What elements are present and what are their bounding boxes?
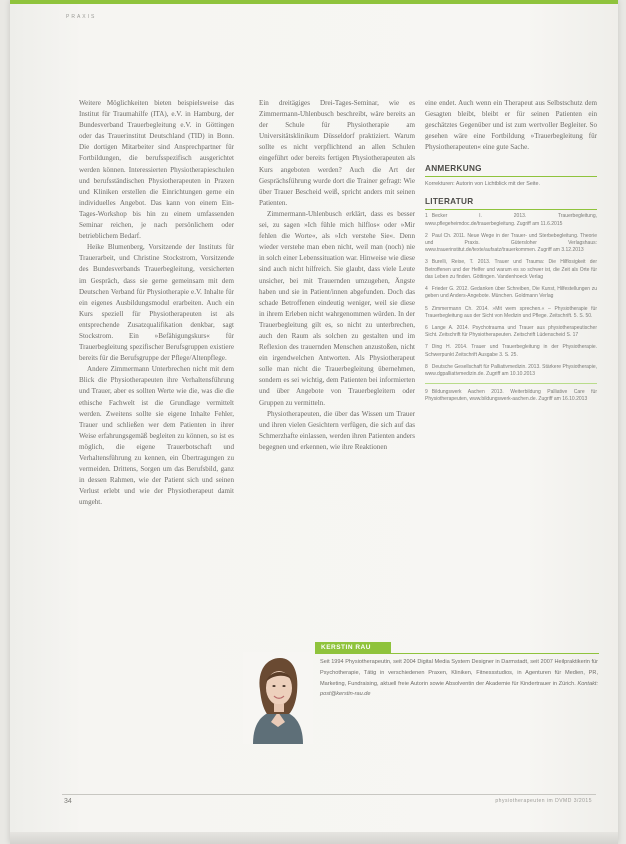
literatur-section <box>425 196 597 403</box>
reference-list <box>425 213 597 403</box>
reference-number: 8 <box>425 363 428 370</box>
paragraph: eine endet. Auch wenn ein Therapeut aus Selbstschutz dem Gesagten bleibt, bleibt er für seinen Patienten ein geschätztes Gegenüber und ist zum wertvoller Begleiter. So gesehen wäre eine Fortbildung »Trauerbegleitung für Physiotherapeuten« eine gute Sache. <box>425 99 597 152</box>
reference-number: 6 <box>425 324 428 331</box>
reference-item <box>425 389 597 403</box>
author-portrait <box>243 652 313 744</box>
page-footer <box>62 794 596 807</box>
bio-contact: Kontakt: post@kerstin-rau.de <box>320 680 598 698</box>
reference-text: Frieder G. 2012. Gedanken über Schreiben, Die Kunst, Hilfestellungen zu geben und Anders-Angebote. München. Goldmann Verlag <box>425 286 597 300</box>
reference-number: 5 <box>425 305 428 312</box>
divider <box>391 653 599 654</box>
reference-item <box>425 306 597 320</box>
reference-number: 2 <box>425 232 428 239</box>
column-2 <box>259 98 415 453</box>
anmerkung-text: Korrekturen: Autorin von Lichtblick mit der Seite. <box>425 181 541 188</box>
reference-number: 1 <box>425 213 428 220</box>
column-3 <box>425 98 597 409</box>
column-1 <box>79 98 234 508</box>
author-bio-text <box>320 657 598 700</box>
reference-text: Burelli, Reise, T. 2013. Trauer und Trauma: Die Hilflosigkeit der Betroffenen und der Helfer und warum es so schwer ist, die Zeit als Orte für das Leben zu finden. Göttingen. Vandenhoeck Verlag <box>425 259 597 280</box>
reference-item <box>425 325 597 339</box>
literatur-heading: LITERATUR <box>425 197 474 207</box>
reference-item <box>425 364 597 378</box>
paragraph: Zimmermann-Uhlenbusch erklärt, dass es besser sei, zu sagen »Ich fühle mich hilflos« oder »Mir fehlen die Worte«, als »Ich verstehe Sie«. Denn wieder verstehe man eben nicht, weil man (noch) nie in solch einer Lebenssituation war. Hinweise wie diese sind auch nicht hilfreich. Sie glaubt, dass viele Leute unsicher, bei mit Trauernden umzugehen, Ängste haben und sie in Patient/innen abgefunden. Doch das schade Betroffenen eindeutig weniger, weil sie diese in ihrem Erleben nicht wahrgenommen würden. In der Trauerbegleitung gilt es, so nicht zu unterbrechen, auch den Raum als solchen zu gestalten und im Reflexion des trauernden Menschen anzustoßen, nicht ein irgendwelchen Antworten. Als Physiotherapeut solle man nicht die Trauerbegleitung übernehmen, sondern es sei wichtig, dem Patienten bei informierten und über Angebote von Trauerbegleitern oder Gruppen zu vermitteln. <box>259 209 415 407</box>
divider <box>425 176 597 177</box>
anmerkung-heading: ANMERKUNG <box>425 164 482 174</box>
top-accent-bar <box>10 0 618 4</box>
reference-text: Deutsche Gesellschaft für Palliativmedizin. 2013. Stärkere Physiotherapie, www.dgpalliativmedizin.de. Zugriff am 10.10.2013 <box>425 363 597 377</box>
reference-item <box>425 286 597 300</box>
reference-text: Paul Ch. 2011. Neue Wege in der Trauer- und Sterbebegleitung. Theorie und Praxis. Gütersloher Verlagshaus: www.trauerinstitut.de/texte/aufsatz/trauerkommen. Zugriff am 3.12.2013 <box>425 232 597 254</box>
reference-number: 4 <box>425 286 428 293</box>
page-number: 34 <box>64 798 72 805</box>
paragraph: Andere Zimmermann Unterbrechen nicht mit dem Blick die Physiotherapeuten ihre Verhaltensführung und Trauer, aber es sollten Werte wie die, was die die ethische Fachwelt ist die Grundlage vermittelt werden. Zweitens sollte sie eigene Inhalte Fehler, Trauer und schließen wer dem Patienten in ihrer Weise erfahrungsgemäß begleiten zu können, so ist es möglich, die eigene Trauerbotschaft und Verhaltensführung zu kennen, ein Übertragungen zu vermeiden. Drittens, Sorgen um das Berufsbild, ganz in dessen Rahmen, wie der Patient sich und seinen Verlust erlebt und wie der Physiotherapeut damit umgeht. <box>79 365 234 507</box>
paragraph: Weitere Möglichkeiten bieten beispielsweise das Institut für Traumahilfe (ITA), e.V. in Hamburg, der Bundesverband Trauerbegleitung e.V. in Göttingen oder das Trauerinstitut Deutschland (TID) in Bonn. Die dortigen Mitarbeiter sind Ansprechpartner für Fortbildungen, die berufsspezifisch ausgerichtet werden können. Interessierten Physiotherapieschulen und berufsständischen Physiotherapeuten in Praxen und Kliniken erstellen die Einrichtungen gerne ein individuelles Angebot. Das kann von einem Ein-Tages-Workshop bis hin zu einem umfassenden Seminar reichen, je nach persönlichem oder betrieblichem Bedarf. <box>79 99 234 241</box>
reference-item <box>425 213 597 227</box>
reference-item <box>425 233 597 255</box>
divider <box>425 209 597 210</box>
reference-text: Zimmermann Ch. 2014. »Mit wem sprechen.« – Physiotherapie für Trauerbegleitung aus der Sicht von Medizin und Pflege. Zeitschrift. 5. S. 50. <box>425 305 597 319</box>
page-edge-shadow <box>10 832 618 844</box>
reference-text: Becker I. 2013. Trauerbegleitung, www.pflegeheimdoc.de/trauerbegleitung. Zugriff am 11.6.2015 <box>425 213 597 227</box>
reference-item <box>425 259 597 281</box>
reference-number: 9 <box>425 389 428 396</box>
reference-item <box>425 344 597 358</box>
magazine-title: physiotherapeuten im DVMD 3/2015 <box>495 798 592 804</box>
reference-text: Lange A. 2014. Psychotrauma und Trauer aus physiotherapeutischer Sicht. Zeitschrift für Physiotherapeuten. Zeitschrift Lüdenscheid S. 17 <box>425 324 597 339</box>
section-label: PRAXIS <box>66 14 97 20</box>
bio-main: Seit 1994 Physiotherapeutin, seit 2004 Digital Media System Designer in Darmstadt, seit 2007 Heilpraktikerin für Psychotherapie, Tätig in verschiedenen Praxen, Kliniken, Fitnessstudios, in Agenturen für Medien, PR, Marketing, Fundraising, aktuell freie Autorin sowie Absolventin der Akademie für Kindertrauer in Zürich. <box>320 659 598 687</box>
reference-text: Bildungswerk Aachen 2013. Weiterbildung Palliative Care für Physiotherapeuten, www.bildungswerk-aachen.de. Zugriff am 16.10.2013 <box>425 389 597 403</box>
reference-text: Ding H. 2014. Trauer und Trauerbegleitung in der Physiotherapie. Schwerpunkt Zeitschrift Ausgabe 3. S. 25. <box>425 344 597 358</box>
divider <box>425 383 597 384</box>
anmerkung-section <box>425 163 597 188</box>
paragraph: Ein dreitägiges Drei-Tages-Seminar, wie es Zimmermann-Uhlenbusch beschreibt, wäre bereits an der Schule für Physiotherapie am Universitätsklinikum Düsseldorf praktiziert. Warum sollte es nicht verpflichtend an allen Schulen eingeführt oder bereits fertigen Physiotherapeuten als Kurs angeboten werden? Auch die Art der Gesprächsführung wurde dort die Trainer gefragt: Wie über Trauer Bescheid weiß, spricht anders mit seinen Patienten. <box>259 99 415 207</box>
author-bio-box <box>243 642 599 780</box>
reference-number: 7 <box>425 344 428 351</box>
reference-number: 3 <box>425 259 428 266</box>
paragraph: Heike Blumenberg, Vorsitzende der Instituts für Trauerarbeit, und Christine Stockstrom, Vorsitzende des Bundesverbands Trauerbegleitung, versicherten im Gespräch, dass sie gerne gemeinsam mit dem Deutschen Verband für Physiotherapie e.V. Inhalte für ein eigenes Ausbildungsmodul erarbeiten. Auch ein Kurs speziell für Physiotherapeuten ist als entsprechende Zusatzqualifikation denkbar, sagt Stockstrom. Ein »Befähigungskurs« für Trauerbegleitung spezifischer Berufsgruppen existiere bereits für die Berufsgruppe der Pflege/Altenpflege. <box>79 243 234 363</box>
paragraph: Physiotherapeuten, die über das Wissen um Trauer und ihren vielen Gesichtern verfügen, die sich auf das Schmerzhafte einlassen, werden ihren Patienten anders begegnen und erkennen, wie ihre Reaktionen <box>259 409 416 451</box>
author-name-label: KERSTIN RAU <box>315 642 391 654</box>
